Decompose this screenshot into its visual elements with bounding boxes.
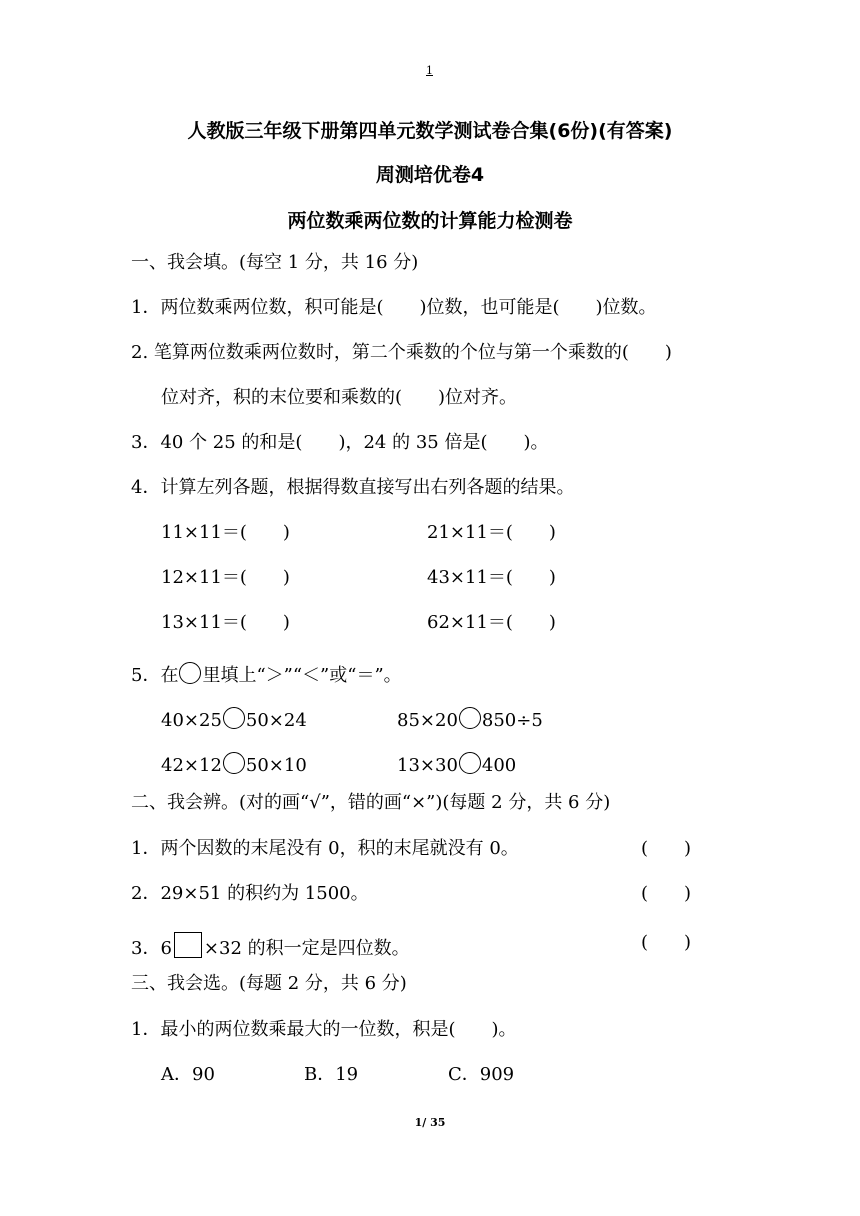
section-1-heading: 一、我会填。(每空 1 分，共 16 分) [131, 252, 419, 273]
compare-1 [161, 707, 307, 732]
compare-left: 40×25 [161, 710, 222, 731]
compare-right: 400 [481, 755, 517, 776]
calc-left-2: 12×11＝( ) [161, 567, 290, 588]
compare-left: 85×20 [397, 710, 458, 731]
s2-answer-paren-2[interactable]: ( ) [641, 883, 692, 904]
compare-2 [397, 707, 543, 732]
compare-circle-input[interactable] [223, 707, 245, 729]
circle-blank-icon [179, 662, 201, 684]
calc-right-3: 62×11＝( ) [427, 612, 556, 633]
calc-left-1: 11×11＝( ) [161, 522, 290, 543]
s1-question-3: 3．40 个 25 的和是( )，24 的 35 倍是( )。 [131, 432, 549, 453]
page-number-top: 1 [426, 64, 433, 77]
q5-suffix: 里填上“＞”“＜”或“＝”。 [202, 665, 402, 686]
compare-right: 50×10 [245, 755, 307, 776]
s2-question-2: 2．29×51 的积约为 1500。 [131, 883, 369, 904]
s2-question-1: 1．两个因数的末尾没有 0，积的末尾就没有 0。 [131, 838, 519, 859]
compare-circle-input[interactable] [223, 752, 245, 774]
option-a[interactable]: A．90 [161, 1064, 215, 1085]
compare-left: 42×12 [161, 755, 222, 776]
q3-prefix: 3．6 [131, 938, 172, 959]
q3-suffix: ×32 的积一定是四位数。 [203, 938, 410, 959]
compare-right: 850÷5 [481, 710, 543, 731]
calc-right-2: 43×11＝( ) [427, 567, 556, 588]
document-subtitle-2: 两位数乘两位数的计算能力检测卷 [287, 210, 573, 232]
s2-answer-paren-1[interactable]: ( ) [641, 838, 692, 859]
document-subtitle: 周测培优卷4 [375, 164, 485, 186]
option-b[interactable]: B．19 [304, 1064, 359, 1085]
compare-circle-input[interactable] [459, 752, 481, 774]
s2-question-3 [131, 932, 410, 960]
section-2-heading: 二、我会辨。(对的画“√”，错的画“×”)(每题 2 分，共 6 分) [131, 792, 611, 813]
compare-left: 13×30 [397, 755, 458, 776]
square-blank-icon [174, 932, 202, 958]
s3-question-1: 1．最小的两位数乘最大的一位数，积是( )。 [131, 1019, 517, 1040]
compare-3 [161, 752, 307, 777]
s2-answer-paren-3[interactable]: ( ) [641, 932, 692, 953]
calc-right-1: 21×11＝( ) [427, 522, 556, 543]
s1-question-4: 4．计算左列各题，根据得数直接写出右列各题的结果。 [131, 477, 575, 498]
option-c[interactable]: C．909 [448, 1064, 515, 1085]
page-number-bottom: 1/ 35 [414, 1116, 446, 1129]
s1-question-2a: 2. 笔算两位数乘两位数时，第二个乘数的个位与第一个乘数的( ) [131, 342, 672, 363]
s1-question-1: 1．两位数乘两位数，积可能是( )位数，也可能是( )位数。 [131, 297, 657, 318]
s1-question-5 [131, 662, 402, 687]
s1-question-2b: 位对齐，积的末位要和乘数的( )位对齐。 [161, 387, 518, 408]
compare-4 [397, 752, 516, 777]
compare-right: 50×24 [245, 710, 307, 731]
q5-prefix: 5．在 [131, 665, 179, 686]
document-title: 人教版三年级下册第四单元数学测试卷合集(6份)(有答案) [187, 120, 673, 142]
calc-left-3: 13×11＝( ) [161, 612, 290, 633]
section-3-heading: 三、我会选。(每题 2 分，共 6 分) [131, 973, 407, 994]
compare-circle-input[interactable] [459, 707, 481, 729]
